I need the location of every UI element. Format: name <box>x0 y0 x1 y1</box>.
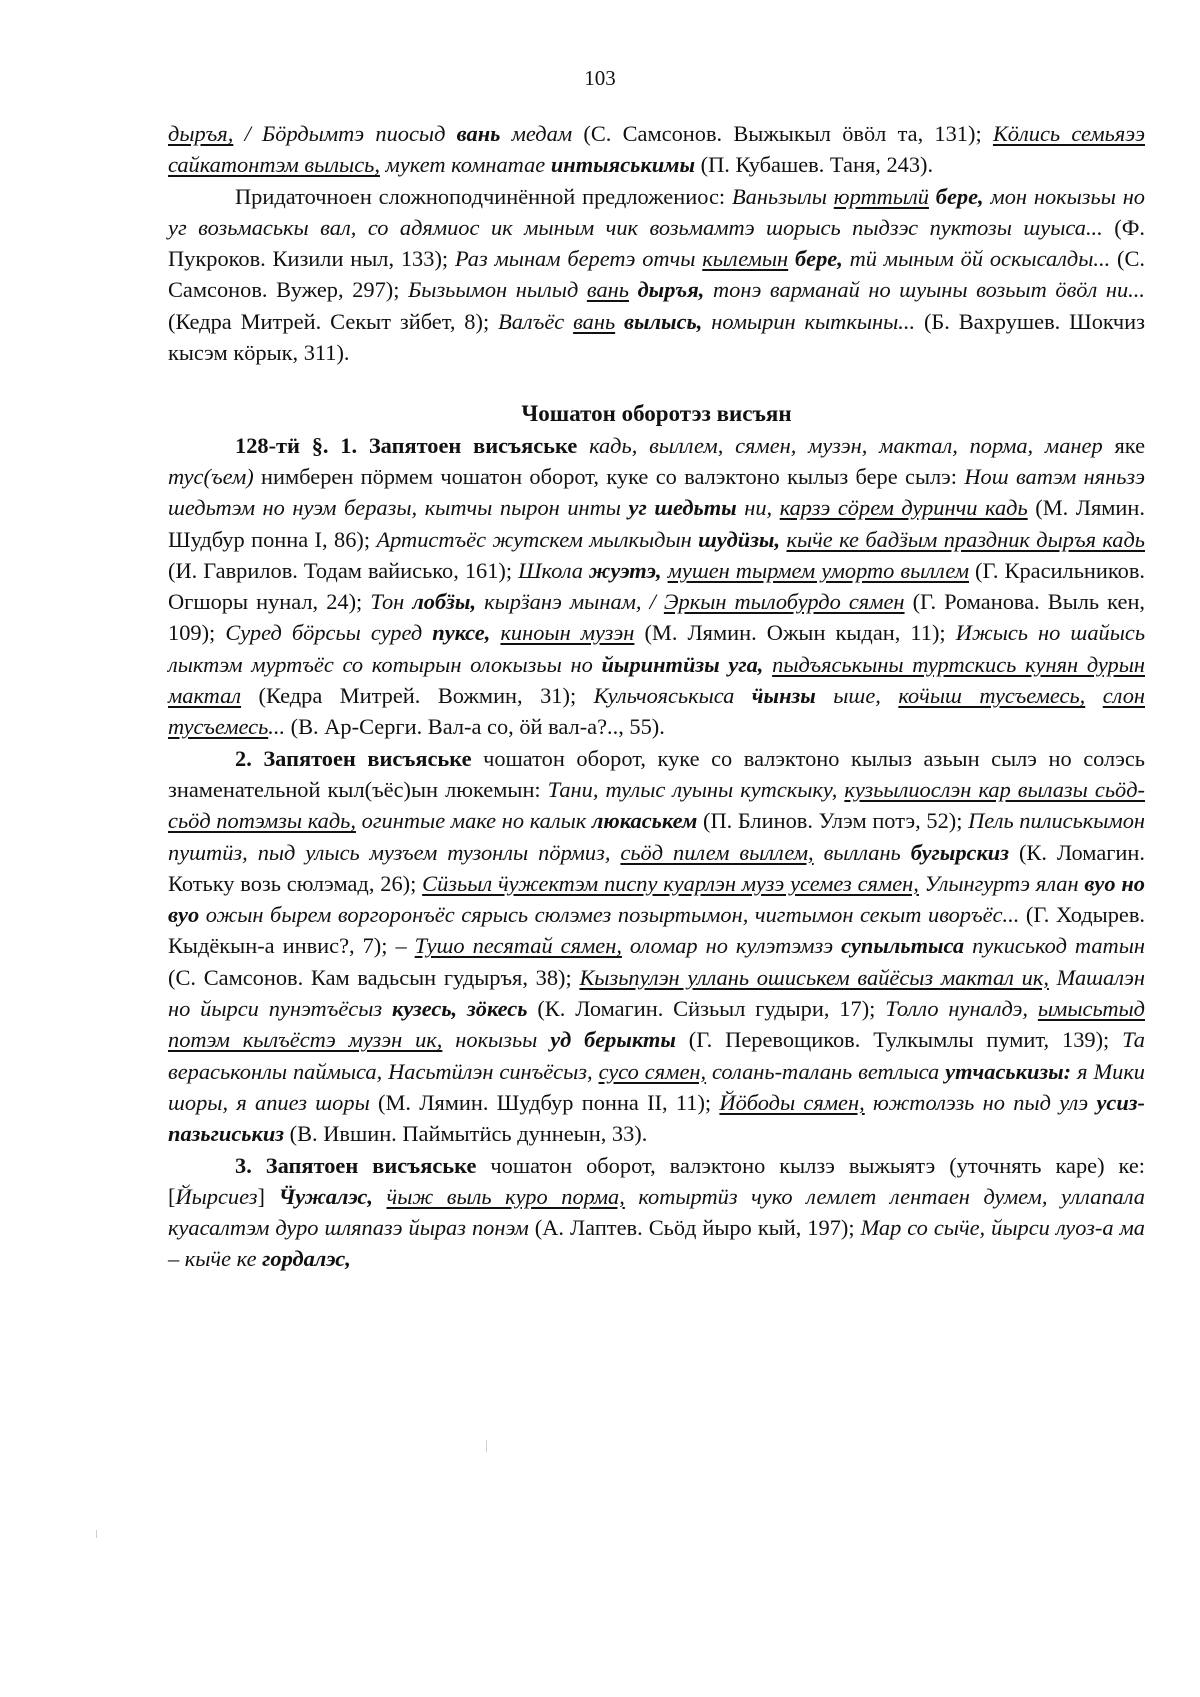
text-run: Сӥзьыл ӵужектэм писпу куарлэн музэ усемез сямен, <box>422 870 919 896</box>
text-run: 128-тӥ §. 1. Запятоен висъяське <box>235 432 578 458</box>
text-run <box>629 277 638 302</box>
text-run: номырин кыткыны... <box>702 308 916 334</box>
text-run: ожын бырем воргоронъёс сярысь сюлэмез позыртымон, чигтымон секыт иворъёс... <box>199 902 1020 928</box>
text-run: вуо но вуо <box>168 870 1145 928</box>
text-run: Тушо песятай сямен, <box>414 933 622 959</box>
text-run: оломар но кулэтэмзэ <box>621 933 842 959</box>
text-run: кадь, выллем, сямен, музэн, мактал, порма, манер <box>589 432 1103 458</box>
text-run: котыртӥз чуко лемлет лентаен думем, уллапала куасалтэм дуро шляпазэ йыраз понэм <box>168 1183 1145 1241</box>
text-run: кузесь, зöкесь <box>392 996 528 1022</box>
text-run: ӵыж выль куро порма, <box>386 1183 625 1209</box>
text-run: супыльтыса <box>841 933 965 959</box>
text-run: бере, <box>935 183 984 209</box>
text-run: кылемын <box>702 246 789 272</box>
text-run: ыше, <box>815 683 899 709</box>
page-number: 103 <box>584 66 616 90</box>
paragraph-rule-128-2: 2. Запятоен висъяське чошатон оборот, куке со валэктоно кылыз азьын сылэ но солэсь знаменательной кыл(ъёс)ын люкемын: Тани, тулыс луыны кутскыку, кузьылиослэн кар вылазы сьöд-сьöд потэмзы кадь, огинтые маке но калык люкаськем (П. Блинов. Улэм потэ, 52); Пель пилиськымон пуштӥз, пыд улысь музъем тузонлы пöрмиз, сьöд пилем выллем, выллань бугырскиз (К. Ломагин. Котьку возь сюлэмад, 26); Сӥзьыл ӵужектэм писпу куарлэн музэ усемез сямен, Улынгуртэ ялан вуо но вуо ожын бырем воргоронъёс сярысь сюлэмез позыртымон, чигтымон секыт иворъёс... (Г. Ходырев. Кыдёкын-а инвис?, 7); – Тушо песятай сямен, оломар но кулэтэмзэ супыльтыса пукиськод татын (С. Самсонов. Кам вадьсын гудыръя, 38); Кызьпулэн уллань ошиськем вайёсыз мактал ик, Машалэн но йырси пунэтъёсыз кузесь, зöкесь (К. Ломагин. Сӥзьыл гудыри, 17); Толло нуналдэ, ымысьтыд потэм кылъёстэ музэн ик, нокызьы уд берыкты (Г. Перевощиков. Тулкымлы пумит, 139); Та вераськонлы паймыса, Насьтӥлэн синъёсыз, сусо сямен, солань-талань ветлыса утчаськизы: я Мики шоры, я апиез шоры (М. Лямин. Шудбур понна II, 11); Йöбоды сямен, южтолэзь но пыд улэ усиз-пазьгиськиз (В. Ившин. Паймытӥсь дуннеын, 33). <box>168 745 1146 1147</box>
text-run: жуэтэ, <box>589 557 662 583</box>
text-run: пыдъяськыны туртскись кунян дурын мактал <box>168 651 1145 709</box>
text-run: Та вераськонлы паймыса, Насьтӥлэн синъёсыз, <box>168 1027 1145 1084</box>
text-run: сусо сямен, <box>598 1058 707 1084</box>
text-run: тӥ мыным öй оскысалды... <box>842 246 1111 272</box>
text-run <box>490 620 500 645</box>
text-run: мушен тырмем уморто выллем <box>667 557 970 583</box>
text-run <box>763 652 772 677</box>
paragraph-rule-128-3: 3. Запятоен висъяське чошатон оборот, валэктоно кылзэ выжыятэ (уточнять каре) ке: [Йырсиез] Ӵужалэс, ӵыж выль куро порма, котыртӥз чуко лемлет лентаен думем, уллапала куасалтэм дуро шляпазэ йыраз понэм (А. Лаптев. Сьöд йыро кый, 197); Мар со сыӵе, йырси луоз-а ма – кыӵе ке гордалэс, <box>168 1152 1146 1272</box>
text-run: интыяськимы <box>550 152 696 178</box>
text-run: я Мики шоры, я апиез шоры <box>168 1058 1145 1115</box>
text-run: тус(ъем) <box>168 463 254 489</box>
text-run: огинтые маке но калык <box>355 808 592 834</box>
text-run: пуксе, <box>432 620 491 646</box>
scan-artifact <box>96 1530 97 1538</box>
text-run <box>929 184 936 209</box>
text-run: сьöд пилем выллем, <box>620 839 814 865</box>
text-run: Ижысь но шайысь лыктэм муртъёс со котырын олокызьы но <box>168 620 1146 677</box>
text-run: Артистъёс жутскем мылкыдын <box>376 526 699 552</box>
text-run: Кульчояськыса <box>593 683 752 709</box>
text-run: юрттылӥ <box>833 183 929 209</box>
section-heading: Чошатон оборотэз висъян <box>521 401 792 427</box>
text-run: Валъёс <box>498 308 574 334</box>
text-run: вылысь, <box>624 308 703 334</box>
text-run: Школа <box>518 557 590 583</box>
text-run: Тон <box>370 589 413 615</box>
text-run: ни, <box>736 495 780 521</box>
text-run: нокызьы <box>442 1027 551 1053</box>
text-run: Пель пилиськымон пуштӥз, пыд улысь музъем тузонлы пöрмиз, <box>168 808 1146 865</box>
text-run <box>1085 683 1102 708</box>
text-run: тонэ варманай но шуыны возьыт öвöл ни... <box>704 277 1145 303</box>
text-run: слон тусъемесь <box>168 683 1145 740</box>
text-run: Йырсиез <box>175 1183 258 1209</box>
text-run: Толло нуналдэ, <box>885 996 1038 1022</box>
text-run: Бызьымон нылыд <box>408 277 587 303</box>
text-run: выллань <box>813 839 911 865</box>
page-content <box>168 118 1145 1275</box>
text-run: лобӟы, <box>412 589 477 615</box>
text-run: коӵыш тусъемесь, <box>898 683 1086 709</box>
text-run: южтолэзь но пыд улэ <box>864 1089 1097 1115</box>
text-run: Ӵужалэс, <box>278 1183 373 1209</box>
text-run: бугырскиз <box>910 839 1009 865</box>
text-run: Суред бöрсьы суред <box>225 620 433 646</box>
text-run: дыръя, <box>168 121 234 146</box>
text-run: дыръя, <box>637 277 705 303</box>
text-run: вань <box>586 277 629 303</box>
text-run: бере, <box>794 246 843 272</box>
text-run: люкаськем <box>591 808 698 834</box>
text-run: Мар со сыӵе, йырси луоз-а ма – кыӵе ке <box>168 1215 1145 1272</box>
text-run: мон нокызьы но уг возьмаськы вал, со адямиос ик мыным чик возьмамтэ шорысь пыдзэс пуктозы шуыса... <box>168 183 1145 240</box>
paragraph-continuation: дыръя, / Бöрдымтэ пиосыд вань медам (С. Самсонов. Выжыкыл öвöл та, 131); Кöлись семьяээ сайкатонтэм вылысь, мукет комнатае интыяськимы (П. Кубашев. Таня, 243). <box>168 121 1145 178</box>
text-run: Нош ватэм няньзэ шедьтэм но нуэм беразы, кытчы пырон инты <box>168 463 1146 521</box>
text-run: шудӥзы, <box>698 526 781 552</box>
text-run: 2. Запятоен висъяське <box>235 745 472 771</box>
text-run <box>615 309 624 334</box>
text-run: ымысьтыд потэм кылъёстэ музэн ик, <box>168 996 1146 1053</box>
text-run: киноын музэн <box>500 620 635 646</box>
text-run: Йöбоды сямен, <box>719 1089 865 1115</box>
text-run: гордалэс, <box>262 1246 351 1272</box>
text-run: уг шедьты <box>628 495 737 521</box>
text-run: кырӟанэ мынам, / <box>476 589 664 615</box>
text-run: пукиськод татын <box>964 933 1145 959</box>
text-run: ... <box>268 714 286 740</box>
text-run: Эркын тылобурдо сямен <box>663 589 905 615</box>
scan-artifact <box>486 1440 487 1452</box>
text-run: / Бöрдымтэ пиосыд <box>233 121 457 146</box>
text-run: Улынгуртэ ялан <box>918 870 1085 896</box>
text-run: усиз-пазьгиськиз <box>168 1089 1145 1147</box>
text-run <box>788 246 795 271</box>
text-run: кыӵе ке бадӟым праздник дыръя кадь <box>786 526 1145 552</box>
text-run: йыринтӥзы уга, <box>601 651 764 677</box>
text-run: утчаськизы: <box>945 1058 1072 1084</box>
text-run: уд берыкты <box>550 1027 676 1053</box>
text-run: 3. Запятоен висъяське <box>235 1152 477 1178</box>
text-run: медам <box>500 121 573 146</box>
text-run: Раз мынам беретэ отчы <box>454 246 703 272</box>
text-run: Кызьпулэн уллань ошиськем вайёсыз мактал ик, <box>579 964 1049 990</box>
text-run: Ваньзылы <box>731 183 834 209</box>
text-run: Тани, тулыс луыны кутскыку, <box>547 776 845 802</box>
text-run: Кöлись семьяээ сайкатонтэм вылысь, <box>168 121 1145 178</box>
text-run: солань-талань ветлыса <box>706 1058 946 1084</box>
text-run: мукет комнатае <box>379 152 551 178</box>
text-run: вань <box>573 308 616 334</box>
paragraph-subordinate-clauses: Придаточноен сложноподчинённой предложениос: Ваньзылы юрттылӥ бере, мон нокызьы но уг возьмаськы вал, со адямиос ик мыным чик возьмамтэ шорысь пыдзэс пуктозы шуыса... (Ф. Пукроков. Кизили ныл, 133); Раз мынам беретэ отчы кылемын бере, тӥ мыным öй оскысалды... (С. Самсонов. Вужер, 297); Бызьымон нылыд вань дыръя, тонэ варманай но шуыны возьыт öвöл ни... (Кедра Митрей. Секыт зйбет, 8); Валъёс вань вылысь, номырин кыткыны... (Б. Вахрушев. Шокчиз кысэм кöрык, 311). <box>168 183 1146 366</box>
text-run <box>373 1184 387 1209</box>
text-run: кузьылиослэн кар вылазы сьöд-сьöд потэмзы кадь, <box>168 776 1145 834</box>
text-run: Машалэн но йырси пунэтъёсыз <box>168 964 1146 1022</box>
text-run: ӵынзы <box>751 683 816 709</box>
text-run: карзэ сöрем дуринчи кадь <box>779 495 1028 521</box>
paragraph-rule-128-1: 128-тӥ §. 1. Запятоен висъяське кадь, выллем, сямен, музэн, мактал, порма, манер яке тус(ъем) нимберен пöрмем чошатон оборот, куке со валэктоно кылыз бере сылэ: Нош ватэм няньзэ шедьтэм но нуэм беразы, кытчы пырон инты уг шедьты ни, карзэ сöрем дуринчи кадь (М. Лямин. Шудбур понна I, 86); Артистъёс жутскем мылкыдын шудӥзы, кыӵе ке бадӟым праздник дыръя кадь (И. Гаврилов. Тодам вайисько, 161); Школа жуэтэ, мушен тырмем уморто выллем (Г. Красильников. Огшоры нунал, 24); Тон лобӟы, кырӟанэ мынам, / Эркын тылобурдо сямен (Г. Романова. Выль кен, 109); Суред бöрсьы суред пуксе, киноын музэн (М. Лямин. Ожын кыдан, 11); Ижысь но шайысь лыктэм муртъёс со котырын олокызьы но йыринтӥзы уга, пыдъяськыны туртскись кунян дурын мактал (Кедра Митрей. Вожмин, 31); Кульчояськыса ӵынзы ыше, коӵыш тусъемесь, слон тусъемесь... (В. Ар-Серги. Вал-а со, öй вал-а?.., 55). <box>168 432 1146 740</box>
text-run: вань <box>456 121 501 146</box>
